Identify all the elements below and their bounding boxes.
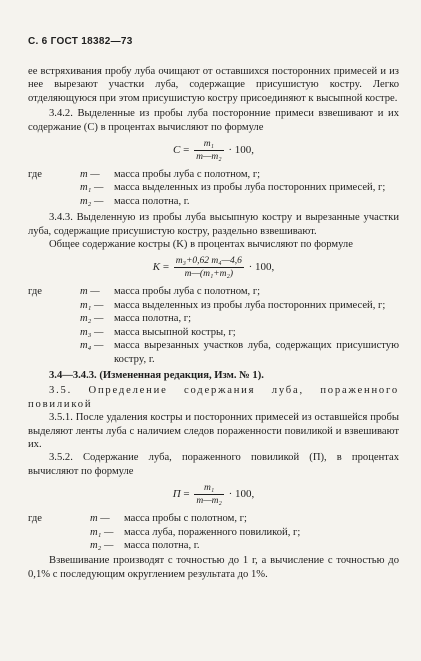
formula-k-fraction	[174, 256, 244, 279]
formula-k-numerator: m₃+0,62 m₄—4,6	[175, 256, 242, 267]
definition-lead	[28, 526, 90, 539]
formula-c-denominator: m—m₂	[196, 152, 222, 163]
formula-p-denominator: m—m₂	[196, 496, 222, 507]
formula-p-numerator: m₁	[194, 483, 223, 495]
definition-text: масса пробы луба с полотном, г;	[114, 169, 261, 181]
definition-row	[28, 181, 399, 194]
paragraph-3-5-1: 3.5.1. После удаления костры и посторонних примесей из оставшейся пробы выделяют ленты луба с наличием следов пораженности повиликой и взвешивают их.	[28, 412, 399, 450]
section-3-5-heading: 3.5. Определение содержания луба, пораженного повиликой	[28, 385, 399, 410]
definition-lead	[28, 326, 80, 339]
formula-k-tail: · 100,	[248, 261, 275, 274]
definition-row	[28, 512, 399, 525]
definition-symbol: m₂ —	[80, 313, 104, 325]
definition-lead	[28, 539, 90, 552]
formula-c-fraction	[194, 139, 223, 162]
definition-lead	[28, 181, 80, 194]
definition-symbol: m —	[80, 286, 100, 298]
formula-c-lhs: C	[173, 144, 181, 157]
definition-lead	[28, 339, 80, 366]
definition-row	[28, 195, 399, 208]
definition-text: масса пробы луба с полотном, г;	[114, 286, 261, 298]
definition-row	[28, 168, 399, 181]
definition-lead: где	[28, 169, 42, 181]
amendment-note: 3.4—3.4.3. (Измененная редакция, Изм. № 1).	[49, 369, 264, 381]
formula-k-lhs: K	[152, 261, 161, 274]
definitions-p	[28, 512, 399, 552]
definition-lead	[28, 195, 80, 208]
definitions-c	[28, 168, 399, 208]
formula-k-denominator: m—(m₁+m₂)	[184, 269, 233, 280]
definition-symbol: m₁ —	[90, 526, 114, 538]
paragraph-3-4-2: 3.4.2. Выделенные из пробы луба посторонние примеси взвешивают и их содержание (C) в процентах вычисляют по формуле	[28, 108, 399, 133]
definition-lead	[28, 312, 80, 325]
definition-lead	[28, 299, 80, 312]
definition-row	[28, 326, 399, 339]
definition-symbol: m —	[90, 513, 110, 525]
definition-symbol: m₁ —	[80, 299, 104, 311]
definition-text: масса высыпной костры, г;	[114, 326, 236, 338]
formula-k: K = $\frac{\text{m₃+0,62 m₄—4,6}}{\text{m—(m₁+m₂)}}$ · 100,	[152, 256, 275, 280]
formula-p-lhs: П	[172, 488, 181, 501]
page-header: С. 6 ГОСТ 18382—73	[28, 36, 133, 47]
definition-text: масса выделенных из пробы луба посторонних примесей, г;	[114, 182, 386, 194]
formula-c: C = $\frac{\text{m₁}}{\text{m—m₂}}$ · 100,	[173, 139, 254, 163]
definition-row	[28, 312, 399, 325]
formula-p-fraction	[194, 483, 223, 506]
definition-symbol: m₄ —	[80, 340, 104, 352]
definition-row	[28, 526, 399, 539]
definition-text: масса пробы с полотном, г;	[124, 513, 247, 525]
definition-lead: где	[28, 286, 42, 298]
formula-p: П = $\frac{\text{m₁}}{\text{m—m₂}}$ · 100,	[172, 483, 255, 507]
definition-symbol: m₃ —	[80, 326, 104, 338]
formula-c-numerator: m₁	[194, 139, 223, 151]
definition-row	[28, 339, 399, 366]
definition-row	[28, 299, 399, 312]
definition-lead: где	[28, 513, 42, 525]
definition-row	[28, 539, 399, 552]
paragraph-total-shive: Общее содержание костры (K) в процентах вычисляют по формуле	[49, 239, 353, 251]
intro-paragraph: ее встряхивания пробу луба очищают от оставшихся посторонних примесей и из нее вырезают участки луба, содержащие присушистую кострy. Легко отделяющуюся при этом присушистую кострy присоединяют к высыпной костре.	[28, 66, 399, 104]
definition-symbol: m₂ —	[80, 195, 104, 207]
definition-text: масса полотна, г;	[114, 313, 192, 325]
definition-text: масса полотна, г.	[114, 195, 190, 207]
definition-text: масса полотна, г.	[124, 539, 200, 551]
definition-text: масса луба, пораженного повиликой, г;	[124, 526, 301, 538]
definition-symbol: m₁ —	[80, 182, 104, 194]
definition-row	[28, 285, 399, 298]
paragraph-3-4-3: 3.4.3. Выделенную из пробы луба высыпную кострy и вырезанные участки луба, содержащие присушистую кострy, раздельно взвешивают.	[28, 212, 399, 237]
definitions-k	[28, 285, 399, 365]
definition-text: масса вырезанных участков луба, содержащих присушистую кострy, г.	[114, 340, 399, 365]
definition-symbol: m₂ —	[90, 539, 114, 551]
paragraph-precision: Взвешивание производят с точностью до 1 г, а вычисление с точностью до 0,1% с последующим округлением результата до 1%.	[28, 555, 399, 580]
formula-c-tail: · 100,	[228, 144, 254, 157]
paragraph-3-5-2: 3.5.2. Содержание луба, пораженного повиликой (П), в процентах вычисляют по формуле	[28, 452, 399, 477]
formula-p-tail: · 100,	[228, 488, 255, 501]
definition-text: масса выделенных из пробы луба посторонних примесей, г;	[114, 299, 386, 311]
definition-symbol: m —	[80, 169, 100, 181]
